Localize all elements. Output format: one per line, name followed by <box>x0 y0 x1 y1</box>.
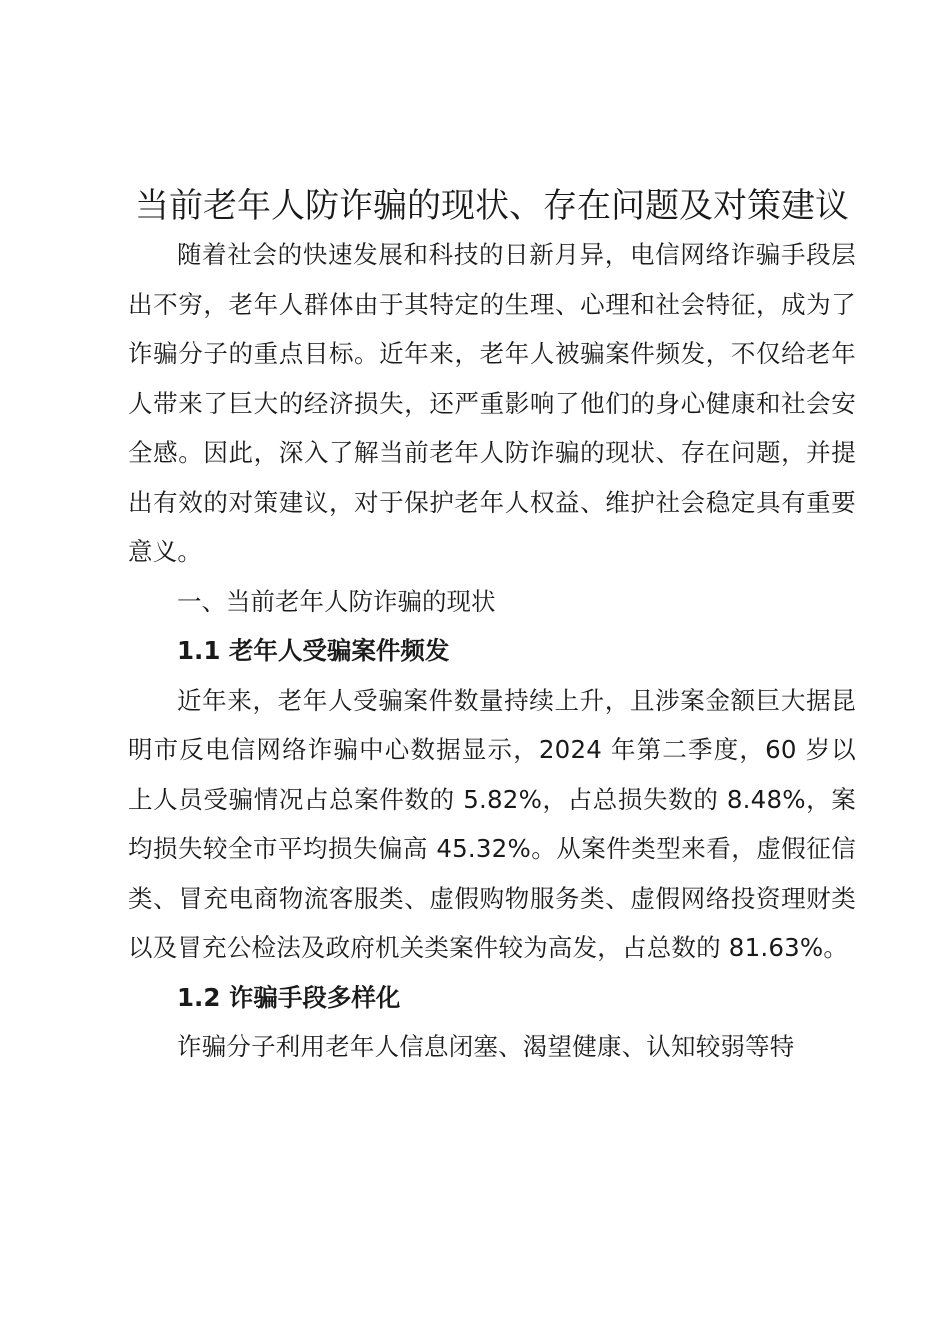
subsection-paragraph-1-2: 诈骗分子利用老年人信息闭塞、渴望健康、认知较弱等特 <box>177 1032 795 1061</box>
intro-paragraph: 随着社会的快速发展和科技的日新月异，电信网络诈骗手段层出不穷，老年人群体由于其特定的生理、心理和社会特征，成为了诈骗分子的重点目标。近年来，老年人被骗案件频发，不仅给老年人带来了巨大的经济损失，还严重影响了他们的身心健康和社会安全感。因此，深入了解当前老年人防诈骗的现状、存在问题，并提出有效的对策建议，对于保护老年人权益、维护社会稳定具有重要意义。 <box>128 240 856 566</box>
document-body <box>128 182 856 1072</box>
document-title: 当前老年人防诈骗的现状、存在问题及对策建议 <box>135 186 849 226</box>
section-heading-1: 一、当前老年人防诈骗的现状 <box>177 586 496 616</box>
subsection-paragraph-1-1: 近年来，老年人受骗案件数量持续上升，且涉案金额巨大据昆明市反电信网络诈骗中心数据显示，2024 年第二季度，60 岁以上人员受骗情况占总案件数的 5.82%，占总损失数的 8.48%，案均损失较全市平均损失偏高 45.32%。从案件类型来看，虚假征信类、冒充电商物流客服类、虚假购物服务类、虚假网络投资理财类以及冒充公检法及政府机关类案件较为高发，占总数的 81.63%。 <box>128 685 856 962</box>
subsection-heading-1-1: 1.1 老年人受骗案件频发 <box>177 636 450 665</box>
subsection-heading-1-2: 1.2 诈骗手段多样化 <box>177 982 401 1012</box>
